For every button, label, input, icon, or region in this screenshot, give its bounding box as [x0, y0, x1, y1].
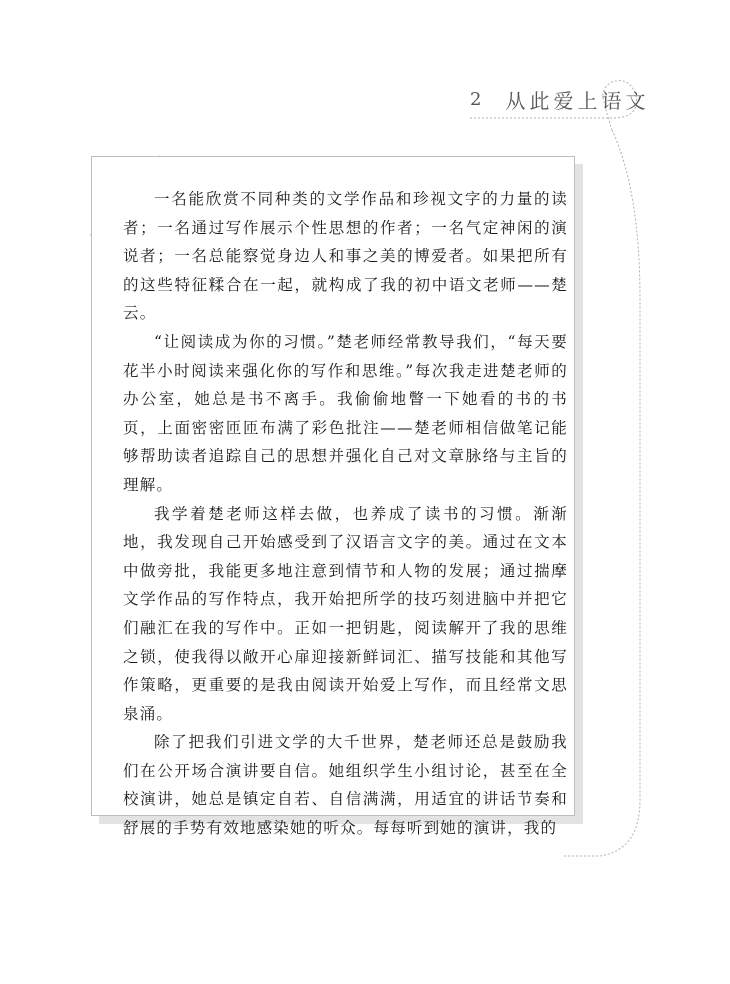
chapter-title: 从此爱上语文 — [505, 88, 650, 113]
paragraph: “让阅读成为你的习惯。”楚老师经常教导我们，“每天要花半小时阅读来强化你的写作和思维。”每次我走进楚老师的办公室，她总是书不离手。我偷偷地瞥一下她看的书的书页，上面密密匝匝布满了彩色批注——楚老师相信做笔记能够帮助读者追踪自己的思想并强化自己对文章脉络与主旨的理解。 — [123, 332, 568, 494]
page-number: 2 — [470, 88, 482, 110]
body-text — [123, 185, 568, 843]
paragraph: 一名能欣赏不同种类的文学作品和珍视文字的力量的读者；一名通过写作展示个性思想的作者；一名气定神闲的演说者；一名总能察觉身边人和事之美的博爱者。如果把所有的这些特征糅合在一起，就构成了我的初中语文老师——楚云。 — [123, 190, 568, 323]
page-header — [470, 86, 649, 112]
paragraph: 我学着楚老师这样去做，也养成了读书的习惯。渐渐地，我发现自己开始感受到了汉语言文字的美。通过在文本中做旁批，我能更多地注意到情节和人物的发展；通过揣摩文学作品的写作特点，我开始把所学的技巧刻进脑中并把它们融汇在我的写作中。正如一把钥匙，阅读解开了我的思维之锁，使我得以敞开心扉迎接新鲜词汇、描写技能和其他写作策略，更重要的是我由阅读开始爱上写作，而且经常文思泉涌。 — [123, 504, 568, 723]
paragraph: 除了把我们引进文学的大千世界，楚老师还总是鼓励我们在公开场合演讲要自信。她组织学生小组讨论，甚至在全校演讲，她总是镇定自若、自信满满，用适宜的讲话节奏和舒展的手势有效地感染她的听众。每每听到她的演讲，我的 — [123, 733, 568, 838]
